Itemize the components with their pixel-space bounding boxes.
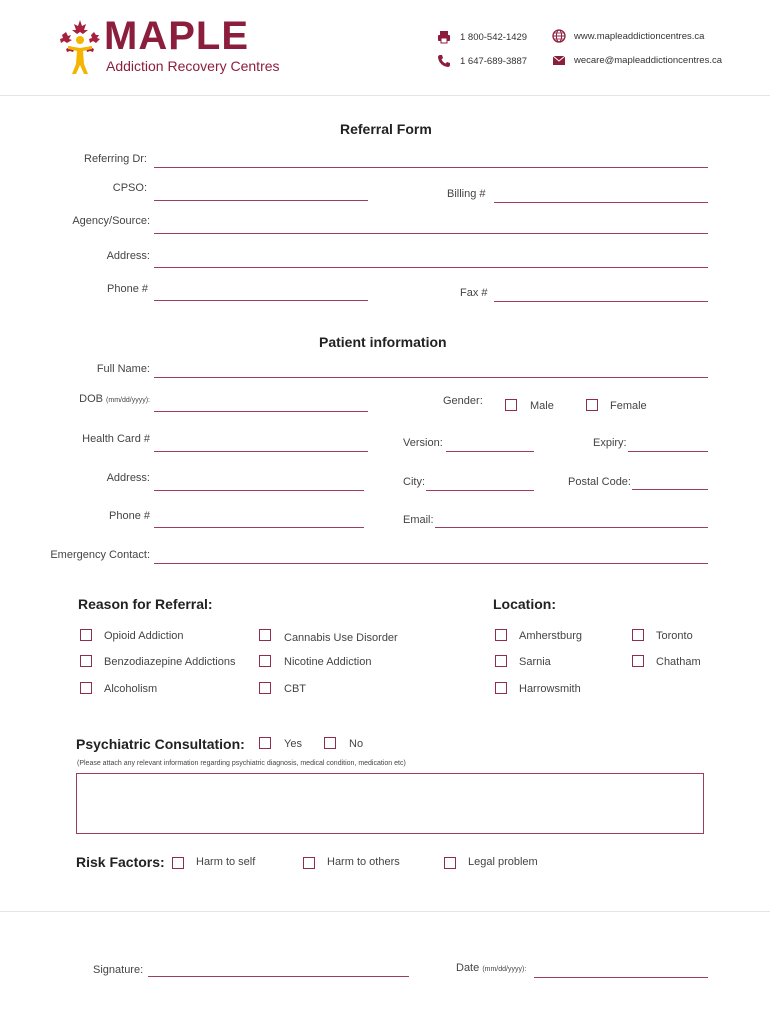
psychiatric-yes-checkbox[interactable]: [259, 737, 271, 749]
risk-harm-others-checkbox[interactable]: [303, 857, 315, 869]
agency-source-label: Agency/Source:: [72, 215, 150, 227]
gender-female-checkbox[interactable]: [586, 399, 598, 411]
reason-benzodiazepine-checkbox[interactable]: [80, 655, 92, 667]
location-toronto-label: Toronto: [656, 630, 693, 642]
health-card-field[interactable]: [154, 451, 368, 452]
expiry-field[interactable]: [628, 451, 708, 452]
emergency-contact-label: Emergency Contact:: [50, 549, 150, 561]
location-toronto-checkbox[interactable]: [632, 629, 644, 641]
date-label: [456, 962, 526, 974]
referral-phone-label: Phone #: [107, 283, 148, 295]
location-chatham-checkbox[interactable]: [632, 655, 644, 667]
postal-code-label: Postal Code:: [568, 476, 631, 488]
full-name-label: Full Name:: [96, 363, 150, 375]
referral-fax-label: Fax #: [460, 287, 488, 299]
risk-harm-others-label: Harm to others: [327, 856, 400, 868]
website-link[interactable]: www.mapleaddictioncentres.ca: [574, 31, 705, 42]
referral-address-field[interactable]: [154, 267, 708, 268]
location-amherstburg-label: Amherstburg: [519, 630, 582, 642]
reason-cbt-label: CBT: [284, 683, 306, 695]
footer-divider: [0, 911, 770, 912]
header-divider: [0, 95, 770, 96]
patient-address-label: Address:: [106, 472, 150, 484]
dob-label: [79, 393, 150, 405]
location-sarnia-label: Sarnia: [519, 656, 551, 668]
version-field[interactable]: [446, 451, 534, 452]
date-format: (mm/dd/yyyy):: [482, 966, 527, 973]
referral-fax-field[interactable]: [494, 301, 708, 302]
risk-legal-problem-label: Legal problem: [468, 856, 538, 868]
risk-harm-self-checkbox[interactable]: [172, 857, 184, 869]
health-card-label: Health Card #: [82, 433, 150, 445]
reason-cannabis-label: Cannabis Use Disorder: [284, 632, 398, 644]
gender-female-label: Female: [610, 400, 647, 412]
agency-source-field[interactable]: [154, 233, 708, 234]
psychiatric-consultation-title: Psychiatric Consultation:: [76, 736, 245, 752]
reason-for-referral-title: Reason for Referral:: [78, 596, 213, 612]
location-chatham-label: Chatham: [656, 656, 701, 668]
reason-nicotine-label: Nicotine Addiction: [284, 656, 372, 668]
email-field[interactable]: [435, 527, 708, 528]
patient-phone-label: Phone #: [109, 510, 150, 522]
cpso-label: CPSO:: [112, 182, 147, 194]
brand-tagline: Addiction Recovery Centres: [106, 58, 280, 74]
referral-phone-field[interactable]: [154, 300, 368, 301]
gender-label: Gender:: [443, 395, 483, 407]
phone-number: 1 647-689-3887: [460, 56, 528, 67]
envelope-icon: [552, 53, 566, 67]
cpso-field[interactable]: [154, 200, 368, 201]
location-title: Location:: [493, 596, 556, 612]
location-harrowsmith-checkbox[interactable]: [495, 682, 507, 694]
expiry-label: Expiry:: [593, 437, 627, 449]
risk-factors-title: Risk Factors:: [76, 854, 165, 870]
dob-format: (mm/dd/yyyy):: [106, 397, 150, 404]
psychiatric-note: (Please attach any relevant information regarding psychiatric diagnosis, medical condition, medication etc): [77, 760, 406, 767]
referral-address-label: Address:: [106, 250, 150, 262]
psychiatric-no-label: No: [349, 738, 364, 750]
date-field[interactable]: [534, 977, 708, 978]
email-link[interactable]: wecare@mapleaddictioncentres.ca: [574, 55, 722, 66]
gender-male-label: Male: [530, 400, 554, 412]
billing-label: Billing #: [447, 188, 486, 200]
signature-field[interactable]: [148, 976, 409, 977]
reason-benzodiazepine-label: Benzodiazepine Addictions: [104, 656, 236, 668]
patient-phone-field[interactable]: [154, 527, 364, 528]
fax-icon: [437, 30, 451, 44]
city-field[interactable]: [426, 490, 534, 491]
reason-alcoholism-label: Alcoholism: [104, 683, 158, 695]
reason-cannabis-checkbox[interactable]: [259, 629, 271, 641]
billing-field[interactable]: [494, 202, 708, 203]
gender-male-checkbox[interactable]: [505, 399, 517, 411]
version-label: Version:: [403, 437, 443, 449]
reason-cbt-checkbox[interactable]: [259, 682, 271, 694]
reason-alcoholism-checkbox[interactable]: [80, 682, 92, 694]
location-sarnia-checkbox[interactable]: [495, 655, 507, 667]
psychiatric-details-textarea[interactable]: [76, 773, 704, 834]
email-label: Email:: [403, 514, 434, 526]
emergency-contact-field[interactable]: [154, 563, 708, 564]
patient-address-field[interactable]: [154, 490, 364, 491]
reason-opioid-checkbox[interactable]: [80, 629, 92, 641]
referral-form-title: Referral Form: [340, 121, 432, 137]
signature-label: Signature:: [93, 964, 144, 976]
date-label-text: Date: [456, 962, 480, 974]
fax-number: 1 800-542-1429: [460, 32, 528, 43]
patient-information-title: Patient information: [319, 334, 447, 350]
location-harrowsmith-label: Harrowsmith: [519, 683, 581, 695]
phone-icon: [437, 54, 451, 68]
postal-code-field[interactable]: [632, 489, 708, 490]
referring-dr-label: Referring Dr:: [84, 153, 147, 165]
reason-opioid-label: Opioid Addiction: [104, 630, 184, 642]
reason-nicotine-checkbox[interactable]: [259, 655, 271, 667]
referring-dr-field[interactable]: [154, 167, 708, 168]
location-amherstburg-checkbox[interactable]: [495, 629, 507, 641]
globe-icon: [552, 29, 566, 43]
risk-harm-self-label: Harm to self: [196, 856, 256, 868]
maple-leaf-people-logo: [58, 18, 102, 76]
dob-field[interactable]: [154, 411, 368, 412]
city-label: City:: [403, 476, 425, 488]
brand-name: MAPLE: [104, 14, 249, 58]
full-name-field[interactable]: [154, 377, 708, 378]
dob-label-text: DOB: [79, 393, 103, 405]
psychiatric-no-checkbox[interactable]: [324, 737, 336, 749]
psychiatric-yes-label: Yes: [284, 738, 302, 750]
risk-legal-problem-checkbox[interactable]: [444, 857, 456, 869]
